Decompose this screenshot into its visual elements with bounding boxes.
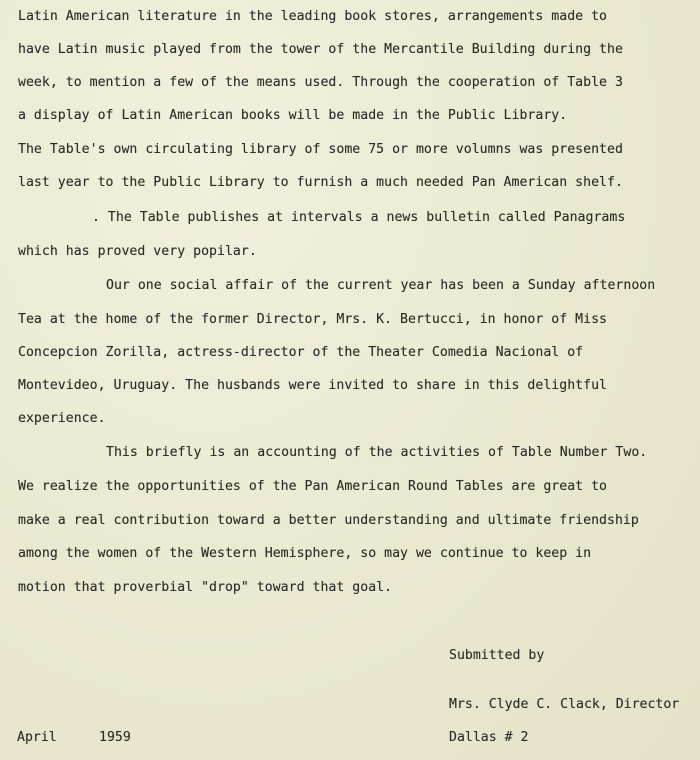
text-line: This briefly is an accounting of the activities of Table Number Two. <box>106 445 648 460</box>
text-line: The Table's own circulating library of some 75 or more volumns was presented <box>18 142 623 157</box>
text-line: a display of Latin American books will be made in the Public Library. <box>18 108 568 123</box>
text-line: Our one social affair of the current year has been a Sunday afternoon <box>106 278 656 293</box>
text-line: week, to mention a few of the means used. Through the cooperation of Table 3 <box>18 75 623 90</box>
text-line: Latin American literature in the leading book stores, arrangements made to <box>18 9 608 24</box>
text-line: have Latin music played from the tower of the Mercantile Building during the <box>18 42 623 57</box>
text-line: make a real contribution toward a better understanding and ultimate friendship <box>18 513 639 528</box>
text-line: Tea at the home of the former Director, Mrs. K. Bertucci, in honor of Miss <box>18 312 608 327</box>
submitted-by-label: Submitted by <box>449 648 545 663</box>
text-line: . The Table publishes at intervals a news bulletin called Panagrams <box>92 210 626 225</box>
text-line: Concepcion Zorilla, actress-director of the Theater Comedia Nacional of <box>18 345 584 360</box>
text-line: which has proved very popilar. <box>18 244 257 259</box>
text-line: We realize the opportunities of the Pan American Round Tables are great to <box>18 479 608 494</box>
date-year: 1959 <box>99 730 131 745</box>
text-line: last year to the Public Library to furnish a much needed Pan American shelf. <box>18 175 623 190</box>
text-line: Montevideo, Uruguay. The husbands were invited to share in this delightful <box>18 378 608 393</box>
signatory-name: Mrs. Clyde C. Clack, Director <box>449 697 680 712</box>
text-line: experience. <box>18 411 106 426</box>
text-line: motion that proverbial "drop" toward that goal. <box>18 580 393 595</box>
signatory-location: Dallas # 2 <box>449 730 529 745</box>
text-line: among the women of the Western Hemisphere, so may we continue to keep in <box>18 546 592 561</box>
date-month: April <box>17 730 57 745</box>
